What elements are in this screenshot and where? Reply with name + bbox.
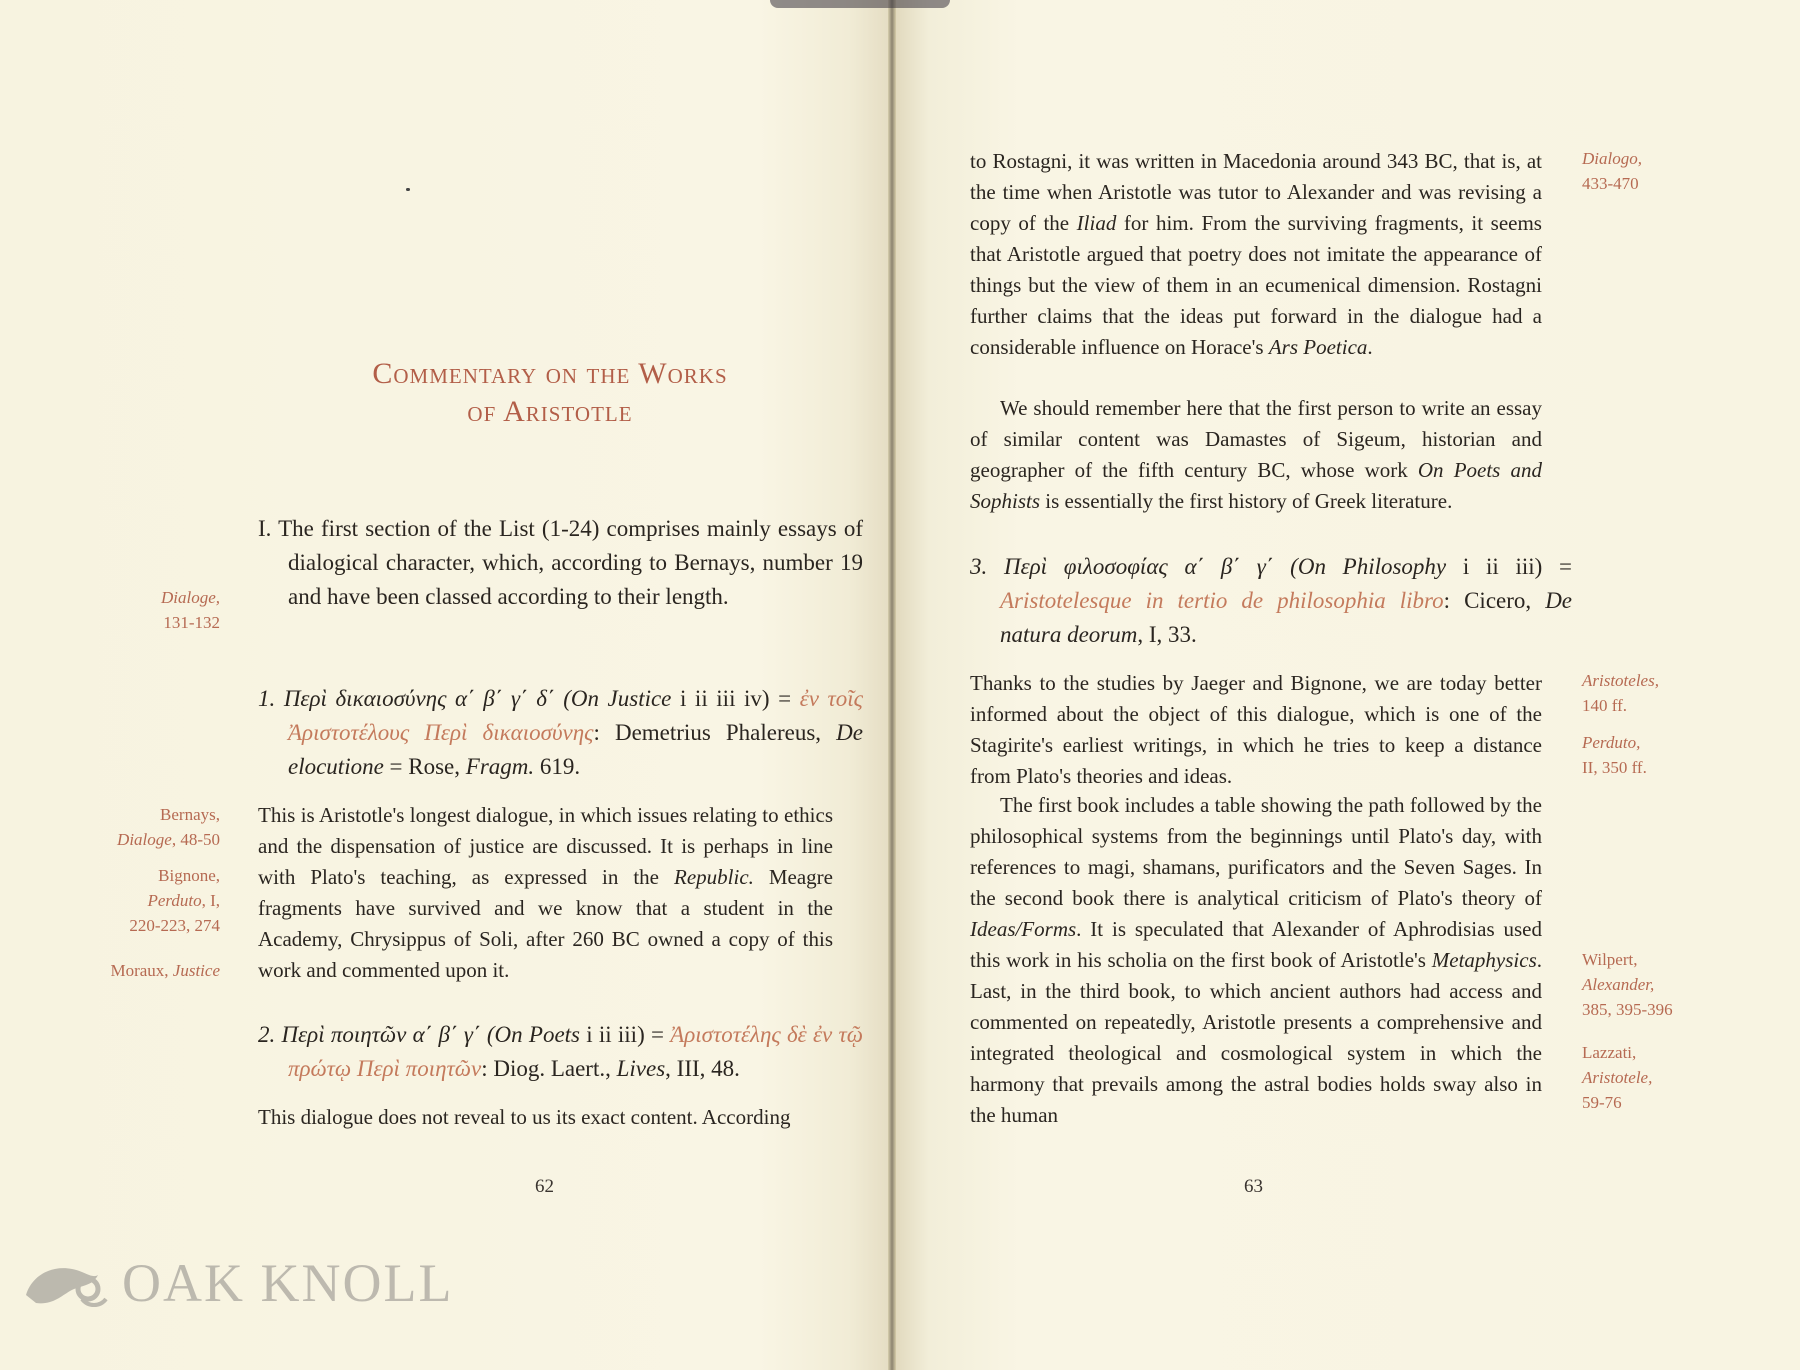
note-bernays-pages: , 48-50 xyxy=(171,830,220,849)
para-justice-text-a: This is Aristotle's longest dialogue, in which issues relating to ethics and the dispensation of justice are discussed. It is perhaps in line with Plato's teaching, as expressed in the xyxy=(258,803,833,889)
margin-note-wilpert xyxy=(1582,947,1752,1022)
paragraph-first-book xyxy=(970,790,1542,1131)
watermark-text: OAK KNOLL xyxy=(122,1253,454,1313)
entry-3-books: i ii iii) = xyxy=(1446,554,1572,579)
entry-2-greek-title: 2. Περὶ ποιητῶν α΄ β΄ γ΄ ( xyxy=(258,1022,495,1047)
margin-note-perduto xyxy=(1582,730,1752,780)
note-wilpert-title: Alexander, xyxy=(1582,975,1655,994)
margin-note-bignone xyxy=(60,863,220,938)
note-lazzati-title: Aristotele, xyxy=(1582,1068,1653,1087)
entry-1-greek-title: 1. Περὶ δικαιοσύνης α΄ β΄ γ΄ δ΄ ( xyxy=(258,686,571,711)
binding-top xyxy=(770,0,950,8)
oak-knoll-watermark xyxy=(22,1252,453,1314)
entry-3-on-philosophy xyxy=(970,550,1572,652)
note-bernays-title: Dialoge xyxy=(117,830,172,849)
note-dialogo-pages: 433-470 xyxy=(1582,174,1639,193)
para-first-book-ideas: Ideas/Forms xyxy=(970,917,1077,941)
para-first-book-text-a: The first book includes a table showing the path followed by the philosophical systems from the beginnings until Plato's day, with references to magi, shamans, purificators and the Seven Sages. In the second book there is analytical criticism of Plato's theory of xyxy=(970,793,1542,910)
note-wilpert-pages: 385, 395-396 xyxy=(1582,1000,1673,1019)
page-number-left: 62 xyxy=(535,1176,554,1197)
chapter-title-line-2: of Aristotle xyxy=(467,395,633,428)
para-rostagni-text-b: for him. From the surviving fragments, it seems that Aristotle argued that poetry does not imitate the appearance of things but the view of them in an ecumenical dimension. Rostagni further claims that the ideas put forward in the dialogue had a considerable influence on Horace's xyxy=(970,211,1542,359)
section-I-paragraph: I. The first section of the List (1-24) comprises mainly essays of dialogical character, which, according to Bernays, number 19 and have been classed according to their length. xyxy=(258,516,863,609)
para-damastes-text-b: is essentially the first history of Greek literature. xyxy=(1040,489,1453,513)
entry-3-source: : Cicero, xyxy=(1443,588,1546,613)
oak-knoll-logo-icon xyxy=(22,1255,110,1311)
entry-1-fragm: Fragm. xyxy=(465,754,535,779)
note-dialogo-title: Dialogo, xyxy=(1582,149,1642,168)
margin-note-lazzati xyxy=(1582,1040,1752,1115)
note-perduto-pages: II, 350 ff. xyxy=(1582,758,1647,777)
entry-1-on-justice xyxy=(258,682,863,784)
para-first-book-metaphysics: Metaphysics xyxy=(1431,948,1537,972)
paragraph-damastes xyxy=(970,393,1542,517)
entry-2-books: i ii iii) = xyxy=(580,1022,671,1047)
note-aristoteles-title: Aristoteles, xyxy=(1582,671,1659,690)
entry-1-work: De elocutione xyxy=(288,720,863,779)
entry-2-greek-quote: Ἀριστοτέλης δὲ ἐν τῷ πρώτῳ Περὶ ποιητῶν xyxy=(288,1022,863,1081)
entry-1-books: i ii iii iv) = xyxy=(671,686,800,711)
note-bignone-volume: , I, xyxy=(201,891,220,910)
speck xyxy=(406,188,410,191)
entry-3-english-title: On Philosophy xyxy=(1297,554,1447,579)
entry-2-on-poets xyxy=(258,1018,863,1086)
entry-1-rose: = Rose, xyxy=(383,754,466,779)
para-justice-text-b: Meagre fragments have survived and we know that a student in the Academy, Chrysippus of Soli, after 260 BC owned a copy of this work and commented upon it. xyxy=(258,865,833,982)
para-first-book-text-b: . It is speculated that Alexander of Aphrodisias used this work in his scholia on the first book of Aristotle's xyxy=(970,917,1542,972)
para-rostagni-text-a: to Rostagni, it was written in Macedonia around 343 BC, that is, at the time when Aristotle was tutor to Alexander and was revising a copy of the xyxy=(970,149,1542,235)
note-bignone-pages: 220-223, 274 xyxy=(129,916,220,935)
note-bignone-title: Perduto xyxy=(147,891,202,910)
margin-note-aristoteles xyxy=(1582,668,1752,718)
note-lazzati-pages: 59-76 xyxy=(1582,1093,1622,1112)
para-rostagni-ars-poetica: Ars Poetica xyxy=(1268,335,1368,359)
entry-1-greek-quote: ἐν τοῖς Ἀριστοτέλους Περὶ δικαιοσύνης xyxy=(288,686,863,745)
note-bernays-author: Bernays, xyxy=(160,805,220,824)
margin-note-dialogo xyxy=(1582,146,1752,196)
entry-1-source: : Demetrius Phalereus, xyxy=(593,720,837,745)
para-damastes-work: On Poets and Sophists xyxy=(970,458,1542,513)
margin-note-moraux xyxy=(60,958,220,983)
para-damastes-text-a: We should remember here that the first person to write an essay of similar content was Damastes of Sigeum, historian and geographer of the fifth century BC, whose work xyxy=(970,396,1542,482)
note-lazzati-author: Lazzati, xyxy=(1582,1043,1637,1062)
margin-note-bernays xyxy=(60,802,220,852)
entry-3-greek-title: 3. Περὶ φιλοσοφίας α΄ β΄ γ΄ ( xyxy=(970,554,1298,579)
entry-1-fragment-number: 619. xyxy=(534,754,581,779)
book-spine xyxy=(888,0,896,1370)
note-perduto-title: Perduto, xyxy=(1582,733,1641,752)
para-justice-republic: Republic. xyxy=(674,865,754,889)
para-rostagni-end: . xyxy=(1367,335,1373,359)
entry-2-english-title: On Poets xyxy=(494,1022,580,1047)
entry-1-english-title: On Justice xyxy=(570,686,672,711)
note-moraux-title: Justice xyxy=(172,961,220,980)
entry-3-latin-quote: Aristotelesque in tertio de philosophia libro xyxy=(1000,588,1444,613)
note-aristoteles-pages: 140 ff. xyxy=(1582,696,1628,715)
entry-2-lives: Lives xyxy=(616,1056,666,1081)
para-rostagni-iliad: Iliad xyxy=(1076,211,1117,235)
page-number-right: 63 xyxy=(1244,1176,1263,1197)
note-dialoge-pages: 131-132 xyxy=(163,613,220,632)
paragraph-on-justice xyxy=(258,800,833,986)
paragraph-rostagni xyxy=(970,146,1542,363)
entry-3-work: De natura deorum xyxy=(1000,588,1573,647)
margin-note-dialoge xyxy=(60,585,220,635)
note-bignone-author: Bignone, xyxy=(158,866,220,885)
entry-3-reference: , I, 33. xyxy=(1137,622,1197,647)
chapter-title xyxy=(300,355,800,431)
paragraph-jaeger-bignone: Thanks to the studies by Jaeger and Bignone, we are today better informed about the object of this dialogue, which is one of the Stagirite's earliest writings, in which he tries to keep a distance from Plato's theories and ideas. xyxy=(970,671,1542,788)
entry-2-source: : Diog. Laert., xyxy=(481,1056,617,1081)
note-wilpert-author: Wilpert, xyxy=(1582,950,1638,969)
entry-2-reference: , III, 48. xyxy=(665,1056,740,1081)
para-first-book-text-c: . Last, in the third book, to which ancient authors had access and commented on repeatedly, Aristotle presents a comprehensive and integrated theological and cosmological system in which the harmony that prevails among the astral bodies holds sway also in the human xyxy=(970,948,1542,1127)
note-moraux-author: Moraux, xyxy=(110,961,173,980)
note-dialoge-title: Dialoge, xyxy=(160,588,220,607)
chapter-title-line-1: Commentary on the Works xyxy=(372,357,728,390)
paragraph-on-poets-start: This dialogue does not reveal to us its exact content. According xyxy=(258,1105,791,1129)
